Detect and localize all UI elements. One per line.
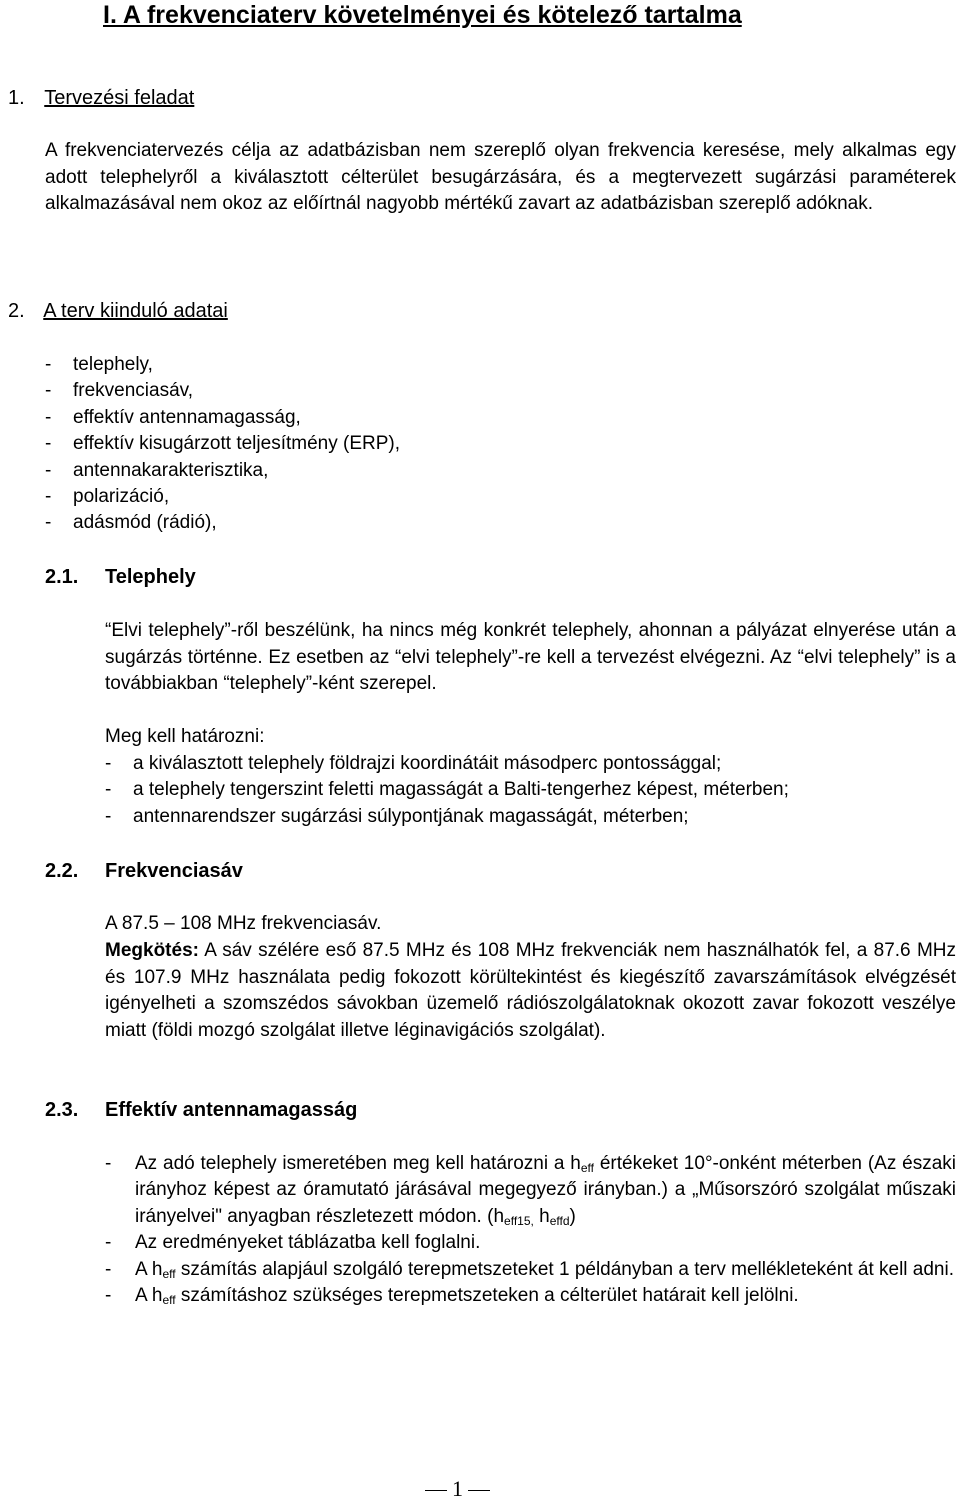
section-1-heading [8, 85, 194, 111]
frequency-band-line: A 87.5 – 108 MHz frekvenciasáv. [105, 913, 382, 934]
section-title: Telephely [105, 566, 196, 588]
section-number: 2.2. [45, 860, 79, 882]
text-run: értékeket 10°-onként méterben (Az északi irányhoz képest az óramutató járásával megegyező irányban.) a „Műsorszóró szolgálat műszaki irányelvei" anyagban részletezett módon. ( [135, 1153, 957, 1227]
section-2-heading [8, 298, 228, 324]
subscript: eff [580, 1161, 594, 1175]
requirements-lead: Meg kell határozni: [105, 726, 265, 747]
list-dash: - [45, 354, 52, 375]
list-dash: - [105, 753, 112, 774]
symbol-h: h [570, 1153, 581, 1174]
list-item-text: polarizáció, [73, 486, 170, 508]
list-item [45, 431, 400, 457]
list-dash: - [45, 459, 52, 481]
list-dash: - [45, 406, 52, 428]
section-number: 2.3. [45, 1099, 79, 1121]
list-item-text: effektív antennamagasság, [73, 406, 301, 428]
text-run: számítás alapjául szolgáló terepmetszeteket 1 példányban a terv mellékleteként át kell adni. [180, 1258, 954, 1280]
section-1-body: A frekvenciatervezés célja az adatbázisban nem szereplő olyan frekvencia keresése, mely alkalmas egy adott telephelyről a kiválasztott célterület besugárzására, és a megtervezett sugárzási paraméterek alkalmazásával nem okoz az előírtnál nagyobb mértékű zavart az adatbázisban szereplő adóknak. [45, 140, 956, 215]
page-number-dash-right [468, 1490, 490, 1491]
list-item-text [135, 1151, 956, 1230]
list-item [105, 751, 789, 777]
list-item-text [135, 1283, 956, 1309]
list-item [45, 378, 400, 404]
section-title: A terv kiinduló adatai [43, 300, 228, 322]
section-number: 2. [8, 300, 25, 322]
text-run: számításhoz szükséges terepmetszeteken a célterület határait kell jelölni. [180, 1285, 799, 1307]
constraint-label: Megkötés: [105, 940, 199, 961]
list-item-text: adásmód (rádió), [73, 512, 217, 534]
list-item-text: antennarendszer sugárzási súlypontjának magasságát, méterben; [133, 805, 689, 827]
list-item [105, 1257, 956, 1283]
list-dash: - [105, 779, 112, 801]
section-title: Tervezési feladat [44, 87, 195, 109]
constraint-text: A sáv szélére eső 87.5 MHz és 108 MHz frekvenciák nem használhatók fel, a 87.6 MHz és 107.9 MHz használata pedig fokozott körültekintést és kiegészítő zavarszámítások elvégzését igényelheti a szomszédos sávokban üzemelő rádiószolgálatoknak okozott zavar fokozott veszélye miatt (földi mozgó szolgálat illetve léginavigációs szolgálat). [105, 940, 956, 1042]
list-dash: - [45, 380, 52, 402]
antenna-height-list [105, 1151, 956, 1309]
section-2-2-heading [45, 858, 243, 884]
text-run: ) [569, 1205, 576, 1227]
list-item-text: a telephely tengerszint feletti magasságát a Balti-tengerhez képest, méterben; [133, 779, 789, 801]
list-item [45, 458, 400, 484]
section-number: 2.1. [45, 566, 79, 588]
list-item [105, 1283, 956, 1309]
page-number-dash-left [425, 1490, 447, 1491]
list-dash: - [105, 1153, 112, 1174]
list-dash: - [45, 512, 52, 534]
page-number [420, 1476, 495, 1502]
list-item [105, 804, 789, 830]
section-2-1-body: “Elvi telephely”-ről beszélünk, ha nincs még konkrét telephely, ahonnan a pályázat elnyerése után a sugárzás történne. Ez esetben az “elvi telephely”-re kell a tervezést elvégezni. Az “elvi telephely” is a továbbiakban “telephely”-ként szerepel. [105, 620, 956, 695]
text-run: A [135, 1285, 147, 1307]
symbol-h: h [151, 1258, 163, 1280]
text-run: Az adó telephely ismeretében meg kell határozni a [135, 1153, 565, 1174]
section-number: 1. [8, 87, 25, 109]
section-2-3-heading [45, 1097, 357, 1123]
list-item-text: a kiválasztott telephely földrajzi koordinátáit másodperc pontossággal; [133, 753, 722, 774]
list-dash: - [45, 433, 52, 455]
list-dash: - [45, 486, 52, 508]
subscript: eff15, [504, 1213, 534, 1228]
input-data-list [45, 352, 400, 537]
text-run: A [135, 1258, 147, 1280]
list-item-text: telephely, [73, 354, 153, 375]
list-item [105, 1151, 956, 1230]
section-title: Frekvenciasáv [105, 860, 243, 882]
symbol-h: h [493, 1205, 505, 1227]
list-item [45, 510, 400, 536]
list-item [45, 405, 400, 431]
list-dash: - [105, 1285, 112, 1307]
list-item-text: frekvenciasáv, [73, 380, 194, 402]
list-dash: - [105, 1258, 112, 1280]
symbol-h: h [151, 1285, 163, 1307]
subscript: eff [162, 1266, 176, 1281]
list-item [105, 777, 789, 803]
list-item-text: antennakarakterisztika, [73, 459, 269, 481]
page-title: I. A frekvenciaterv követelményei és kötelező tartalma [103, 1, 742, 29]
list-item-text: Az eredményeket táblázatba kell foglalni. [135, 1232, 481, 1254]
list-item [45, 484, 400, 510]
requirements-list [105, 751, 789, 830]
list-item [105, 1230, 956, 1256]
list-dash: - [105, 805, 112, 827]
list-dash: - [105, 1232, 112, 1254]
list-item [45, 352, 400, 378]
constraint-paragraph [105, 938, 956, 1045]
section-title: Effektív antennamagasság [105, 1099, 358, 1121]
section-2-1-heading [45, 564, 196, 590]
symbol-h: h [539, 1205, 550, 1227]
list-item-text [135, 1257, 956, 1283]
subscript: eff [162, 1293, 176, 1308]
subscript: effd [549, 1213, 570, 1228]
page-number-value: 1 [452, 1476, 463, 1501]
list-item-text: effektív kisugárzott teljesítmény (ERP), [73, 433, 400, 455]
